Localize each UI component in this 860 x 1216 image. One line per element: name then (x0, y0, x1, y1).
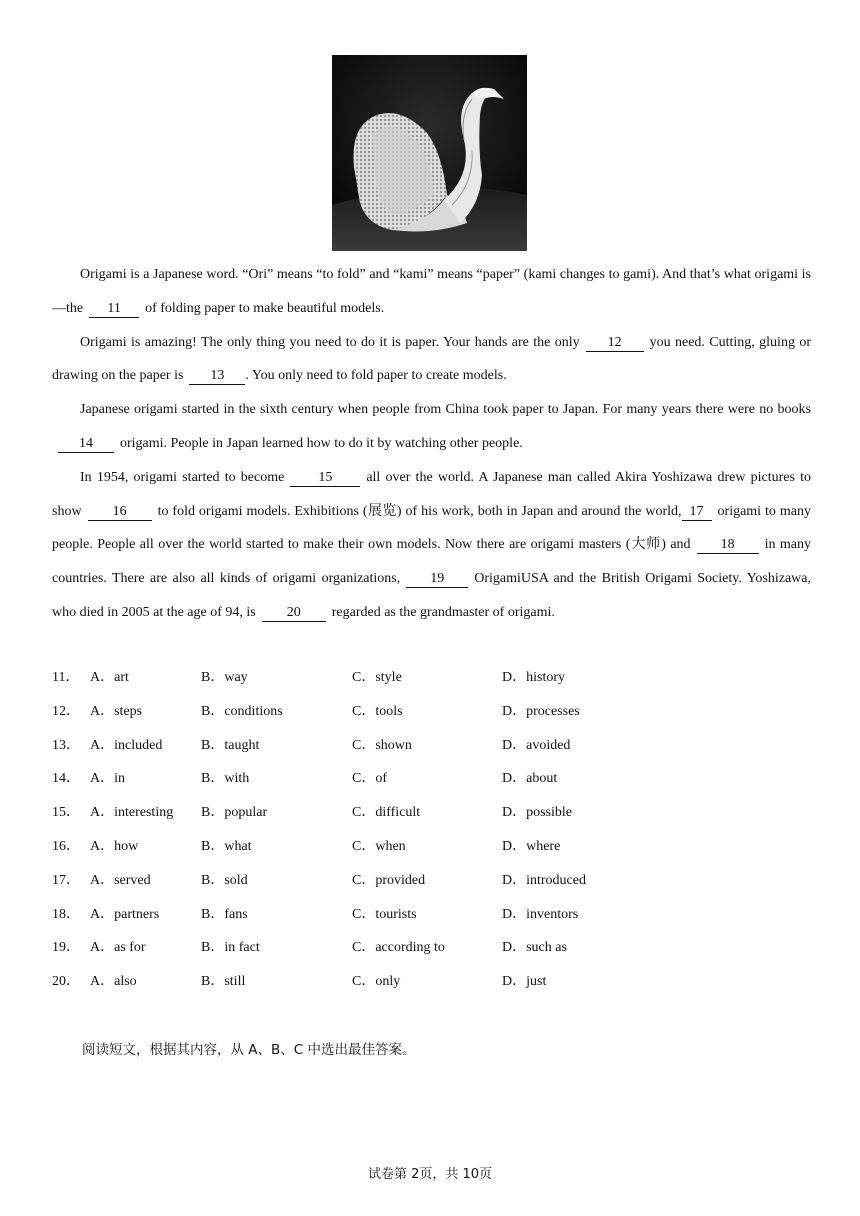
option-c: C．shown (352, 737, 412, 753)
option-b: B．conditions (201, 703, 283, 719)
paragraph-1 (52, 258, 811, 326)
text: origami. People in Japan learned how to do it by watching other people. (120, 435, 523, 451)
page-footer: 试卷第 2页，共 10页 (367, 1167, 493, 1182)
question-number: 13． (52, 737, 80, 753)
blank-15: 15 (290, 469, 360, 487)
blank-18: 18 (697, 536, 759, 554)
option-c: C．tourists (352, 906, 417, 922)
question-number: 15． (52, 805, 80, 821)
text: you need. Cutting, gluing or drawing on the paper is (52, 334, 811, 384)
option-c: C．of (352, 771, 387, 787)
option-row-19 (52, 931, 812, 965)
option-a: A．served (90, 872, 151, 888)
option-row-11 (52, 661, 812, 695)
question-number: 20． (52, 974, 80, 990)
option-b: B．with (201, 771, 250, 787)
option-b: B．fans (201, 906, 248, 922)
option-c: C．provided (352, 872, 426, 888)
paragraph-4 (52, 461, 811, 630)
option-row-15 (52, 796, 812, 830)
option-b: B．popular (201, 805, 268, 821)
option-a: A．interesting (90, 805, 174, 821)
option-row-20 (52, 965, 812, 999)
text: Origami is a Japanese word. “Ori” means “to fold” and “kami” means “paper” (kami changes to gami). And that’s what origami is—the (52, 267, 811, 316)
option-c: C．difficult (352, 805, 421, 821)
option-d: D．inventors (502, 906, 579, 922)
option-b: B．what (201, 838, 252, 854)
option-row-14 (52, 762, 812, 796)
text: in many countries. There are also all kinds of origami organizations, (52, 537, 811, 587)
option-row-12 (52, 695, 812, 729)
option-d: D．possible (502, 805, 572, 821)
option-c: C．style (352, 670, 402, 685)
option-c: C．only (352, 974, 401, 990)
option-d: D．history (502, 670, 565, 685)
option-a: A．how (90, 838, 139, 854)
option-c: C．tools (352, 703, 403, 719)
option-d: D．about (502, 771, 558, 787)
option-b: B．still (201, 974, 246, 990)
text: to fold origami models. Exhibitions (展览) of his work, both in Japan and around the world, (157, 503, 682, 519)
option-a: A．partners (90, 906, 160, 922)
cloze-passage (52, 258, 811, 630)
section-instruction: 阅读短文，根据其内容，从 A、B、C 中选出最佳答案。 (82, 1042, 416, 1058)
option-a: A．steps (90, 703, 143, 719)
option-a: A．included (90, 737, 163, 753)
option-d: D．where (502, 838, 561, 854)
origami-swan-illustration (332, 55, 527, 251)
blank-14: 14 (58, 435, 114, 453)
option-a: A．in (90, 771, 125, 787)
option-b: B．way (201, 670, 248, 685)
text: OrigamiUSA and the British Origami Society. Yoshizawa, who died in 2005 at the age of 94, is (52, 571, 812, 620)
option-row-18 (52, 898, 812, 932)
text: of folding paper to make beautiful models. (145, 300, 385, 316)
option-a: A．as for (90, 940, 146, 956)
question-number: 17． (52, 872, 80, 888)
text: regarded as the grandmaster of origami. (331, 604, 555, 620)
option-c: C．according to (352, 940, 445, 956)
option-d: D．introduced (502, 872, 586, 888)
blank-17: 17 (682, 503, 712, 521)
option-d: D．just (502, 974, 547, 990)
text: Origami is amazing! The only thing you need to do it is paper. Your hands are the only (80, 334, 580, 350)
option-b: B．sold (201, 872, 248, 888)
question-number: 11． (52, 670, 80, 685)
blank-16: 16 (88, 503, 152, 521)
option-a: A．art (90, 670, 129, 685)
option-b: B．in fact (201, 940, 260, 956)
option-row-17 (52, 864, 812, 898)
text: In 1954, origami started to become (80, 469, 285, 485)
question-number: 16． (52, 838, 80, 854)
paragraph-2 (52, 326, 811, 394)
question-number: 14． (52, 771, 80, 787)
question-number: 12． (52, 703, 80, 719)
blank-12: 12 (586, 334, 644, 352)
option-d: D．processes (502, 703, 580, 719)
option-d: D．avoided (502, 737, 571, 753)
blank-13: 13 (189, 367, 245, 385)
answer-options (52, 661, 812, 999)
blank-20: 20 (262, 604, 326, 622)
text: all over the world. A Japanese man called Akira Yoshizawa drew pictures to show (52, 469, 811, 519)
option-row-16 (52, 830, 812, 864)
option-d: D．such as (502, 940, 567, 956)
option-row-13 (52, 729, 812, 763)
text: origami to many people. People all over the world started to make their own models. Now there are origami masters (大师) and (52, 503, 811, 553)
text: Japanese origami started in the sixth century when people from China took paper to Japan. For many years there were no books (80, 402, 811, 418)
option-a: A．also (90, 974, 137, 990)
blank-19: 19 (406, 570, 468, 588)
text: . You only need to fold paper to create models. (245, 368, 507, 384)
option-b: B．taught (201, 737, 260, 753)
blank-11: 11 (89, 300, 139, 318)
paragraph-3 (52, 393, 811, 461)
question-number: 18． (52, 906, 80, 922)
origami-swan-photo (332, 55, 527, 251)
question-number: 19． (52, 940, 80, 956)
option-c: C．when (352, 838, 406, 854)
